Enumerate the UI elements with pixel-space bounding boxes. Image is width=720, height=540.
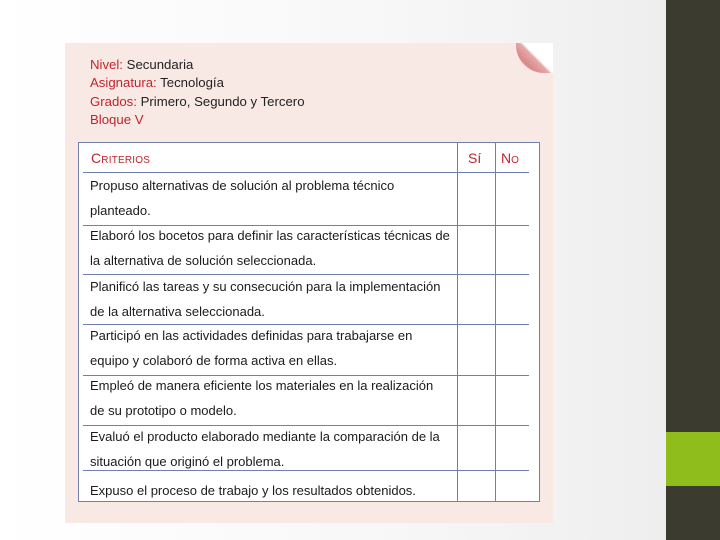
criterion-5: Empleó de manera eficiente los materiales en la realización de su prototipo o modelo. <box>90 378 434 418</box>
meta-grados: Grados: Primero, Segundo y Tercero <box>90 93 305 109</box>
column-divider-si <box>457 143 458 501</box>
column-divider-no <box>495 143 496 501</box>
criterion-1: Propuso alternativas de solución al problema técnico planteado. <box>90 178 395 218</box>
criterion-4: Participó en las actividades definidas para trabajarse en equipo y colaboró de forma activa en ellas. <box>90 328 413 368</box>
criterion-6: Evaluó el producto elaborado mediante la comparación de la situación que originó el problema. <box>90 429 440 469</box>
criterion-7: Expuso el proceso de trabajo y los resultados obtenidos. <box>90 483 416 498</box>
row-divider <box>83 172 529 173</box>
criterion-3: Planificó las tareas y su consecución para la implementación de la alternativa seleccionada. <box>90 279 441 319</box>
meta-bloque: Bloque V <box>90 112 144 128</box>
criteria-table <box>78 142 540 502</box>
table-header <box>79 143 539 173</box>
row-divider <box>83 470 529 471</box>
meta-asignatura: Asignatura: Tecnología <box>90 75 224 91</box>
meta-nivel: Nivel: Secundaria <box>90 57 194 72</box>
header-criterios: Criterios <box>91 150 151 166</box>
side-accent-block <box>666 432 720 486</box>
rubric-meta <box>90 56 305 130</box>
header-si: Sí <box>468 150 482 166</box>
criterion-2: Elaboró los bocetos para definir las características técnicas de la alternativa de solución seleccionada. <box>90 228 450 268</box>
header-no: No <box>501 150 519 166</box>
